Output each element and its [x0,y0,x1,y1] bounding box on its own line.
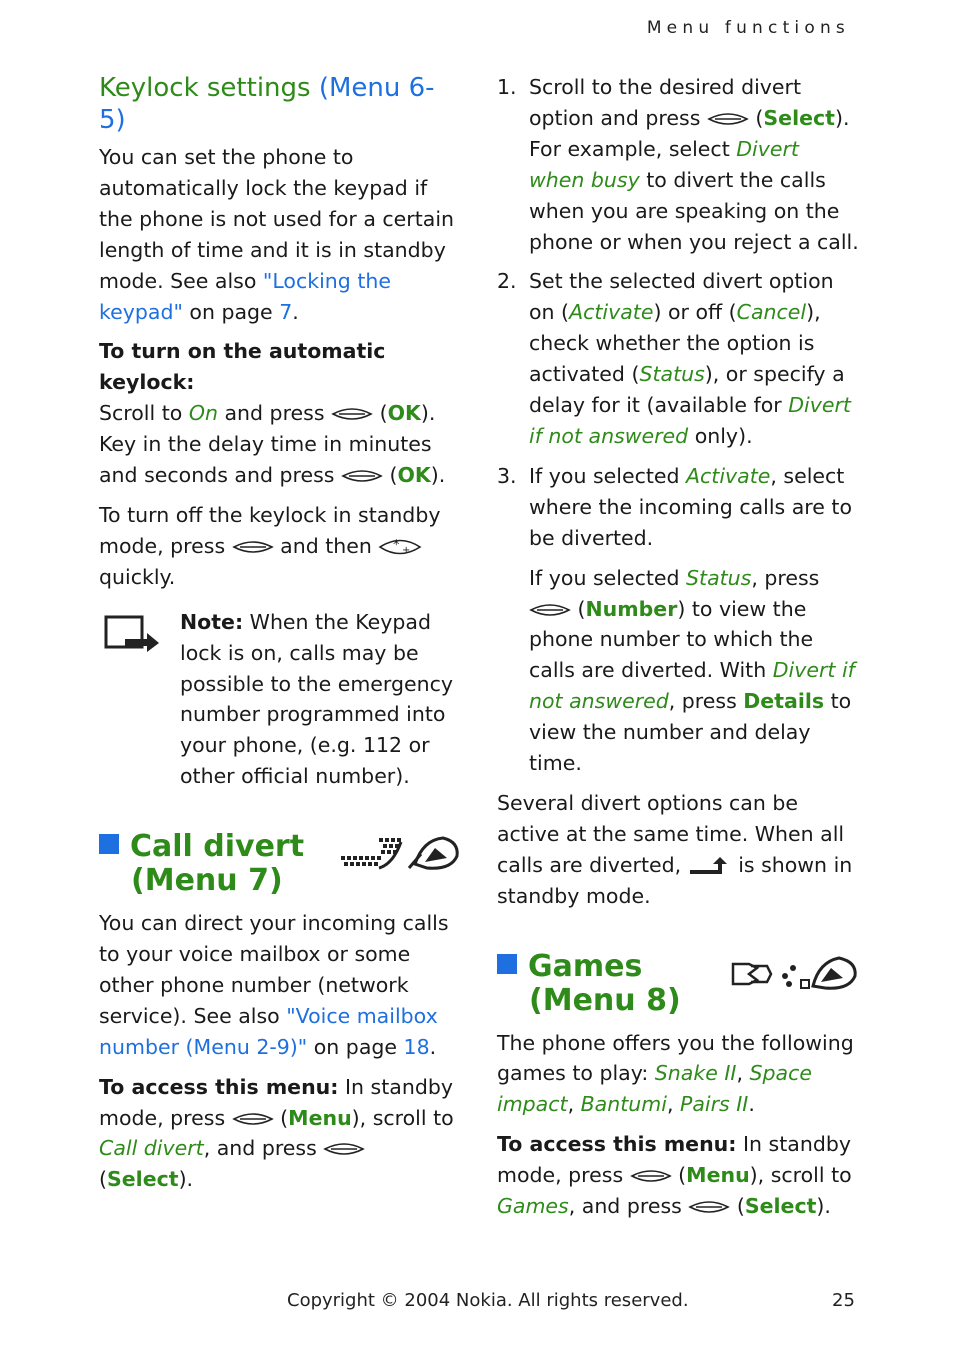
divert-steps [497,72,859,554]
section-square [99,834,119,854]
page-number: 25 [832,1290,855,1311]
selection-key-icon [529,602,571,618]
step-text: ) or off ( [653,300,737,325]
select-label: Select [763,105,835,130]
scroll-to-text: Scroll to [99,401,189,426]
separator: , [736,1061,750,1086]
step-text: ). For example, select [529,105,850,161]
key-in-text: Key in the delay time in minutes and seconds and press [99,432,432,488]
step-text: ), check whether the option is activated ( [529,300,821,387]
keylock-title: Keylock settings [99,73,319,103]
status-text: to view the number and delay time. [529,689,852,776]
keylock-turn-on: To turn on the automatic keylock: Scroll to On and press (OK). Key in the delay time in minutes and seconds and press (OK). [99,339,446,488]
quickly-text: quickly. [99,564,176,589]
keylock-intro-text-2: on page [182,299,280,324]
voice-mailbox-link[interactable]: "Voice mailbox number (Menu 2-9)" [99,1003,438,1059]
status-text: ) to view the phone number to which the calls are diverted. With [529,596,814,683]
selection-key-icon [341,468,383,484]
details-label: Details [743,689,825,714]
turn-on-heading: To turn on the automatic keylock: [99,339,386,395]
step-text: , select where the incoming calls are to be diverted. [529,463,852,550]
keylock-intro [99,142,461,327]
running-header: Menu functions [646,18,850,38]
note-text: When the Keypad lock is on, calls may be possible to the emergency number programmed into your phone, (e.g. 112 or other official number). [180,609,453,789]
keylock-heading [99,72,461,136]
divert-arrow-icon [688,856,732,876]
call-divert-heading [99,830,461,898]
selection-key-icon [688,1199,730,1215]
call-divert-title: Call divert [130,829,305,865]
call-divert-icon [339,834,461,874]
several-divert-paragraph [497,788,859,912]
on-option: On [188,401,218,426]
ok-label-2: OK [397,463,431,488]
game-snake: Snake II [654,1061,737,1086]
selection-key-icon [323,1141,365,1157]
keylock-turn-off [99,500,461,593]
menu-label: Menu [686,1163,750,1188]
keylock-menu-ref: (Menu 6-5) [99,73,435,135]
turn-off-text: To turn off the keylock in standby mode, press [99,502,441,558]
step-text: only). [688,423,753,448]
status-option: Status [686,565,752,590]
access-label: To access this menu: [99,1074,339,1099]
step-number: 2. [497,269,517,294]
step-1: 1. Scroll to the desired divert option and press (Select). For example, select Divert when busy to divert the calls when you are speaking on the phone or when you reject a call. [497,72,859,257]
divert-if-not-answered-option: Divert if not answered [529,393,851,448]
locking-keypad-link[interactable]: "Locking the keypad" [99,268,391,324]
selection-key-icon [232,539,274,555]
access-text-3: , and press [568,1194,689,1219]
and-then-text: and then [273,533,379,558]
game-pairs: Pairs II [679,1092,749,1117]
several-text-2: is shown in standby mode. [497,852,853,908]
access-text-end: ). [178,1167,194,1192]
and-press-text: and press [217,401,332,426]
step-text: Scroll to the desired divert option and press [529,75,802,130]
svg-text:*: * [393,537,400,553]
divert-when-busy-option: Divert when busy [529,136,799,192]
menu-label: Menu [288,1105,352,1130]
games-text: The phone offers you the following games to play: [497,1030,854,1086]
divert-if-not-answered-option: Divert if not answered [529,658,855,714]
number-label: Number [585,596,678,621]
ok-label: OK [387,401,421,426]
select-label: Select [107,1167,179,1192]
status-option: Status [639,362,705,387]
right-column [497,72,859,1231]
game-bantumi: Bantumi [580,1092,667,1117]
step-text: ), or specify a delay for it (available for [529,362,845,418]
call-divert-text: You can direct your incoming calls to your voice mailbox or some other phone number (network service). See also [99,911,449,1028]
call-divert-body [99,908,461,1063]
selection-key-icon [232,1111,274,1127]
call-divert-menu-ref: (Menu 7) [131,863,283,899]
page-link-7[interactable]: 7 [279,299,293,324]
step-number: 3. [497,463,517,488]
access-text: In standby mode, press [497,1132,851,1188]
keylock-intro-text: You can set the phone to automatically lock the keypad if the phone is not used for a certain length of time and it is in standby mode. See also [99,145,455,293]
left-column [99,72,461,1204]
star-key-icon [378,535,422,559]
copyright-footer: Copyright © 2004 Nokia. All rights reserved. [287,1290,689,1311]
access-label: To access this menu: [497,1132,737,1157]
selection-key-icon [331,406,373,422]
note-block [99,607,461,792]
status-text: If you selected [529,565,687,590]
games-menu-ref: (Menu 8) [529,982,681,1018]
access-text-2: ), scroll to [749,1163,852,1188]
games-access: To access this menu: In standby mode, press (Menu), scroll to Games, and press (Select). [497,1132,852,1219]
access-text-end: ). [816,1194,831,1219]
keylock-intro-end: . [292,299,299,324]
note-label: Note: [180,609,244,634]
call-divert-text-2: on page [307,1034,404,1059]
games-icon [729,954,859,994]
step-3 [497,461,859,554]
games-text-end: . [748,1092,755,1117]
access-text-2: ), scroll to [351,1105,454,1130]
selection-key-icon [707,111,749,127]
games-body [497,1028,859,1121]
separator: , [567,1092,581,1117]
access-text: In standby mode, press [99,1074,453,1130]
call-divert-text-end: . [429,1034,437,1059]
note-hand-icon [103,613,161,653]
page-link-18[interactable]: 18 [403,1034,430,1059]
games-title: Games [528,948,643,984]
section-square [497,954,517,974]
call-divert-option: Call divert [99,1136,204,1161]
separator: , [666,1092,680,1117]
step-number: 1. [497,75,517,99]
several-text: Several divert options can be active at the same time. When all calls are diverted, [497,790,845,877]
activate-option: Activate [569,300,654,325]
games-heading [497,950,859,1018]
game-space-impact: Space impact [497,1061,812,1117]
status-text: , press [751,565,820,590]
access-text-3: , and press [203,1136,324,1161]
step-text: If you selected [529,463,687,488]
svg-text:+: + [402,544,411,556]
status-paragraph: If you selected Status, press (Number) to view the phone number to which the calls are diverted. With Divert if not answered, press Details to view the number and delay time. [529,565,855,776]
step-text: to divert the calls when you are speaking on the phone or when you reject a call. [529,167,859,254]
games-option: Games [497,1194,569,1219]
step-2 [497,266,859,451]
activate-option: Activate [686,463,771,488]
select-label: Select [744,1194,817,1219]
step-text: Set the selected divert option on ( [529,269,834,325]
selection-key-icon [630,1168,672,1184]
status-text: , press [668,689,744,714]
call-divert-access: To access this menu: In standby mode, press (Menu), scroll to Call divert, and press (Select). [99,1074,454,1192]
cancel-option: Cancel [736,300,807,325]
